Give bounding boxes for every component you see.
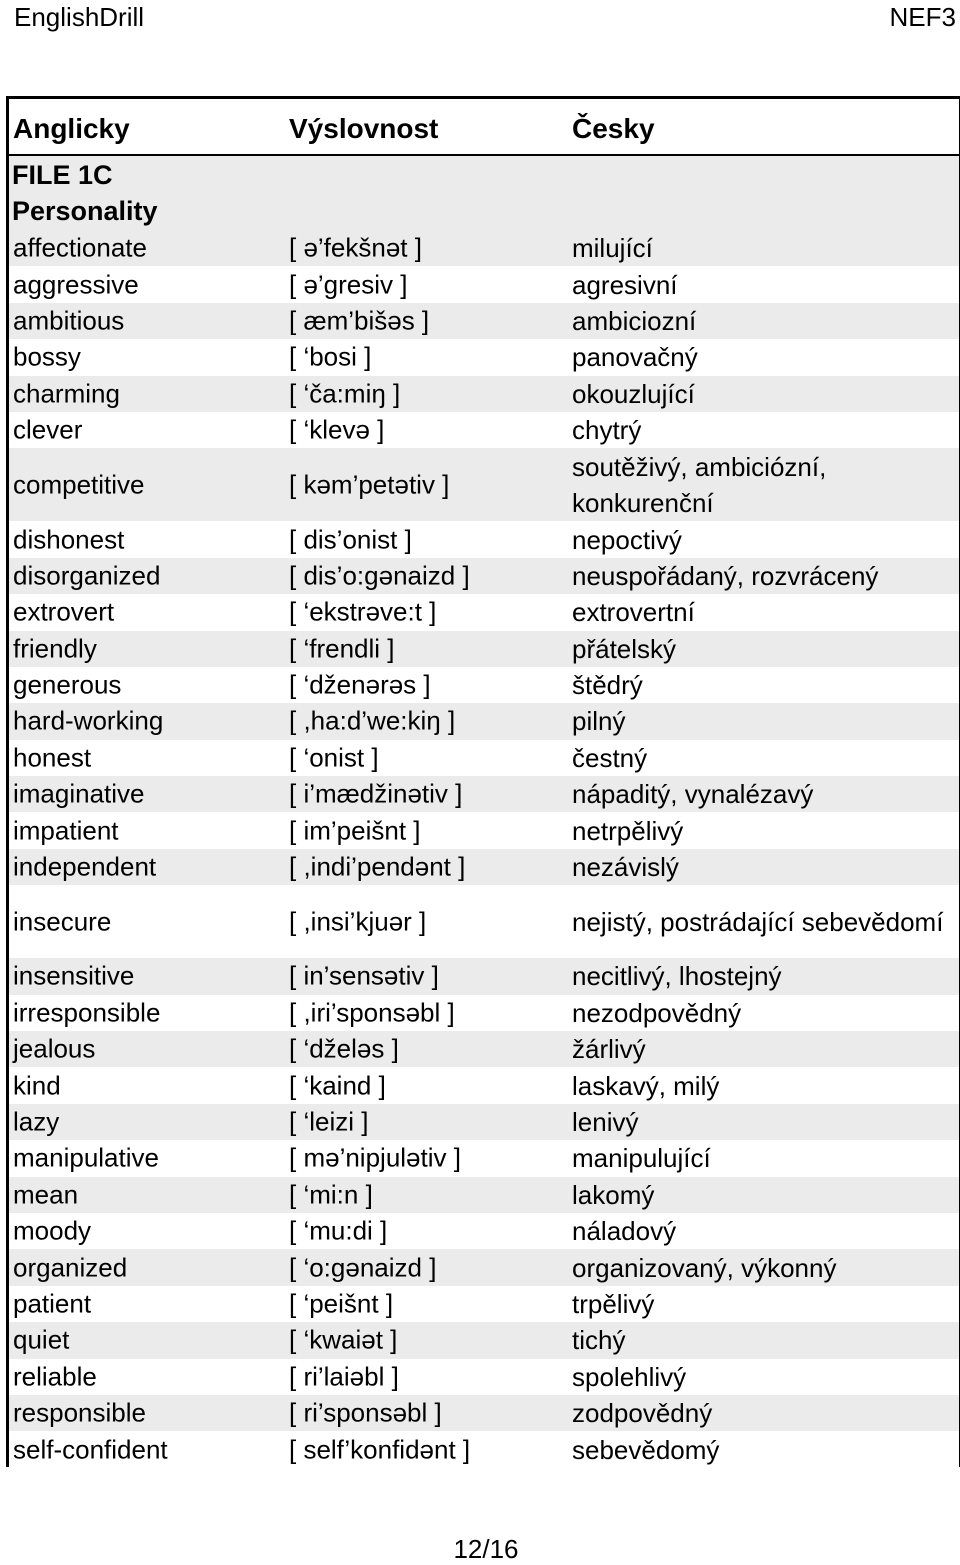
table-row xyxy=(9,1249,959,1285)
czech-translation: nepoctivý xyxy=(572,524,682,555)
czech-translation: soutěživý, ambiciózní, konkurenční xyxy=(572,451,827,518)
pronunciation: [ ,insi’kjuər ] xyxy=(289,906,427,937)
pronunciation: [ ‘bosi ] xyxy=(289,341,372,372)
english-word: organized xyxy=(13,1252,128,1283)
table-row xyxy=(9,995,959,1031)
pronunciation: [ ‘o:gənaizd ] xyxy=(289,1252,437,1283)
english-word: affectionate xyxy=(13,232,147,263)
pronunciation: [ ri’sponsəbl ] xyxy=(289,1397,442,1428)
czech-translation: necitlivý, lhostejný xyxy=(572,961,782,992)
english-word: competitive xyxy=(13,469,145,500)
table-row xyxy=(9,1177,959,1213)
pronunciation: [ dis’onist ] xyxy=(289,524,412,555)
pronunciation: [ self’konfidənt ] xyxy=(289,1434,471,1465)
english-word: mean xyxy=(13,1179,79,1210)
czech-translation: lakomý xyxy=(572,1179,655,1210)
table-row xyxy=(9,885,959,958)
english-word: responsible xyxy=(13,1397,146,1428)
table-row xyxy=(9,1359,959,1395)
table-row xyxy=(9,558,959,594)
column-header-pronunciation: Výslovnost xyxy=(289,113,439,144)
table-row xyxy=(9,303,959,339)
english-word: moody xyxy=(13,1215,92,1246)
table-row xyxy=(9,667,959,703)
czech-translation: netrpělivý xyxy=(572,815,684,846)
czech-translation: laskavý, milý xyxy=(572,1070,720,1101)
pronunciation: [ ‘leizi ] xyxy=(289,1106,369,1137)
section-file: FILE 1C xyxy=(12,160,113,190)
section-topic: Personality xyxy=(12,196,158,226)
table-row xyxy=(9,1213,959,1249)
pronunciation: [ ‘onist ] xyxy=(289,742,379,773)
table-row xyxy=(9,1031,959,1067)
english-word: aggressive xyxy=(13,269,139,300)
czech-translation: nápaditý, vynalézavý xyxy=(572,779,814,810)
table-row xyxy=(9,448,959,521)
english-word: ambitious xyxy=(13,305,125,336)
pronunciation: [ ‘klevə ] xyxy=(289,414,385,445)
table-row xyxy=(9,1104,959,1140)
table-row xyxy=(9,1395,959,1431)
table-row xyxy=(9,230,959,266)
table-row xyxy=(9,594,959,630)
czech-translation: lenivý xyxy=(572,1107,639,1137)
english-word: self-confident xyxy=(13,1434,168,1465)
pronunciation: [ dis’o:gənaizd ] xyxy=(289,560,470,591)
pronunciation: [ ‘ekstrəve:t ] xyxy=(289,596,437,627)
vocabulary-rows xyxy=(9,230,959,1467)
czech-translation: nezodpovědný xyxy=(572,997,742,1028)
english-word: honest xyxy=(13,742,92,773)
czech-translation: nejistý, postrádající sebevědomí xyxy=(572,906,944,937)
table-row xyxy=(9,958,959,994)
table-row xyxy=(9,339,959,375)
czech-translation: milující xyxy=(572,233,653,264)
czech-translation: panovačný xyxy=(572,342,698,373)
table-row xyxy=(9,776,959,812)
table-row xyxy=(9,849,959,885)
book-label: NEF3 xyxy=(889,2,956,32)
pronunciation: [ ə’gresiv ] xyxy=(289,269,408,300)
section-heading xyxy=(9,156,959,230)
english-word: irresponsible xyxy=(13,997,161,1028)
pronunciation: [ ə’fekšnət ] xyxy=(289,232,422,263)
english-word: jealous xyxy=(13,1033,96,1064)
pronunciation: [ ‘frendli ] xyxy=(289,633,395,664)
english-word: imaginative xyxy=(13,778,145,809)
english-word: insecure xyxy=(13,906,112,937)
english-word: hard-working xyxy=(13,705,164,736)
english-word: patient xyxy=(13,1288,92,1319)
czech-translation: žárlivý xyxy=(572,1034,646,1065)
english-word: reliable xyxy=(13,1361,97,1392)
pronunciation: [ kəm’petətiv ] xyxy=(289,469,450,500)
english-word: extrovert xyxy=(13,596,115,627)
english-word: manipulative xyxy=(13,1142,159,1173)
english-word: bossy xyxy=(13,341,81,372)
czech-translation: manipulující xyxy=(572,1143,711,1174)
english-word: quiet xyxy=(13,1324,70,1355)
table-row xyxy=(9,1322,959,1358)
czech-translation: extrovertní xyxy=(572,597,695,628)
table-row xyxy=(9,812,959,848)
pronunciation: [ mə’nipjulətiv ] xyxy=(289,1142,461,1173)
table-row xyxy=(9,521,959,557)
page-number: 12/16 xyxy=(453,1534,519,1564)
pronunciation: [ i’mædžinətiv ] xyxy=(289,778,463,809)
column-header-english: Anglicky xyxy=(13,113,130,144)
english-word: clever xyxy=(13,414,83,445)
english-word: impatient xyxy=(13,815,119,846)
pronunciation: [ ,ha:d’we:kiŋ ] xyxy=(289,705,456,736)
table-row xyxy=(9,740,959,776)
english-word: lazy xyxy=(13,1106,60,1137)
page-header xyxy=(0,0,960,40)
czech-translation: sebevědomý xyxy=(572,1434,720,1465)
table-row xyxy=(9,412,959,448)
pronunciation: [ ,iri’sponsəbl ] xyxy=(289,997,455,1028)
czech-translation: agresivní xyxy=(572,269,678,300)
table-row xyxy=(9,266,959,302)
english-word: insensitive xyxy=(13,960,135,991)
czech-translation: neuspořádaný, rozvrácený xyxy=(572,560,879,591)
czech-translation: spolehlivý xyxy=(572,1361,687,1392)
czech-translation: nezávislý xyxy=(572,852,679,883)
english-word: generous xyxy=(13,669,122,700)
english-word: kind xyxy=(13,1070,61,1101)
table-header xyxy=(9,99,959,156)
pronunciation: [ in’sensətiv ] xyxy=(289,960,439,991)
czech-translation: organizovaný, výkonný xyxy=(572,1252,837,1283)
english-word: charming xyxy=(13,378,120,409)
pronunciation: [ ‘kaind ] xyxy=(289,1070,386,1101)
czech-translation: trpělivý xyxy=(572,1288,655,1319)
table-row xyxy=(9,1067,959,1103)
table-row xyxy=(9,1286,959,1322)
czech-translation: přátelský xyxy=(572,633,677,664)
czech-translation: zodpovědný xyxy=(572,1398,713,1429)
table-row xyxy=(9,1431,959,1467)
english-word: independent xyxy=(13,851,157,882)
table-row xyxy=(9,376,959,412)
table-row xyxy=(9,1140,959,1176)
pronunciation: [ ri’laiəbl ] xyxy=(289,1361,399,1392)
pronunciation: [ ‘peišnt ] xyxy=(289,1288,394,1319)
column-header-czech: Česky xyxy=(572,113,655,144)
vocabulary-table xyxy=(6,96,960,1467)
czech-translation: čestný xyxy=(572,742,648,773)
app-name: EnglishDrill xyxy=(14,2,145,32)
english-word: dishonest xyxy=(13,524,125,555)
pronunciation: [ æm’bišəs ] xyxy=(289,305,430,336)
czech-translation: chytrý xyxy=(572,415,642,446)
pronunciation: [ ‘dželəs ] xyxy=(289,1033,399,1064)
pronunciation: [ ‘kwaiət ] xyxy=(289,1324,398,1355)
czech-translation: náladový xyxy=(572,1216,677,1247)
table-row xyxy=(9,631,959,667)
pronunciation: [ ,indi’pendənt ] xyxy=(289,851,466,882)
pronunciation: [ ‘mu:di ] xyxy=(289,1215,388,1246)
english-word: friendly xyxy=(13,633,97,664)
czech-translation: ambiciozní xyxy=(572,305,697,336)
czech-translation: tichý xyxy=(572,1325,626,1356)
czech-translation: okouzlující xyxy=(572,378,695,409)
pronunciation: [ ‘ča:miŋ ] xyxy=(289,378,401,409)
pronunciation: [ ‘dženərəs ] xyxy=(289,669,431,700)
czech-translation: štědrý xyxy=(572,670,643,701)
table-row xyxy=(9,703,959,739)
czech-translation: pilný xyxy=(572,706,626,737)
english-word: disorganized xyxy=(13,560,161,591)
pronunciation: [ im’peišnt ] xyxy=(289,815,421,846)
pronunciation: [ ‘mi:n ] xyxy=(289,1179,373,1210)
